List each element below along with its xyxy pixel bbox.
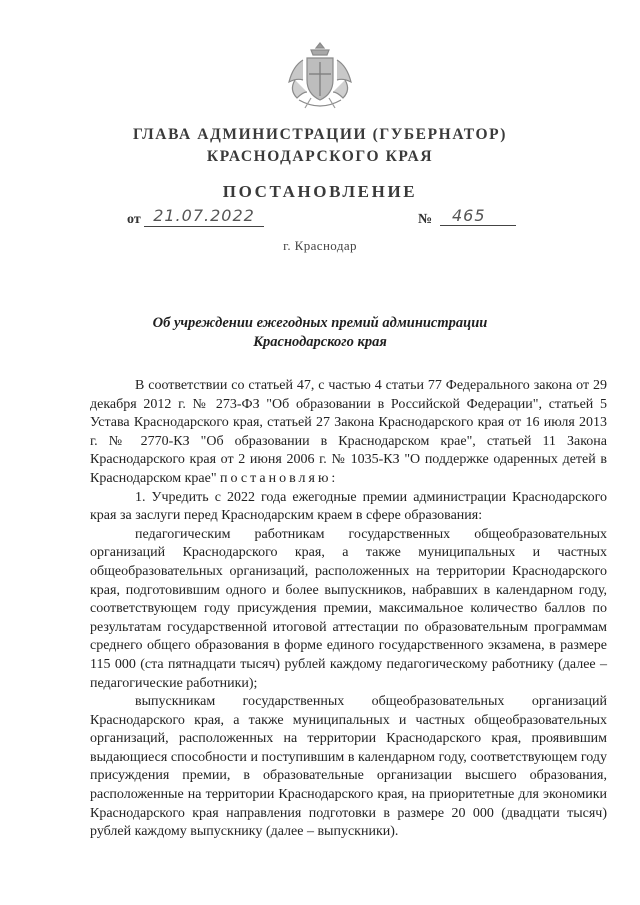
date-label: от (127, 212, 141, 227)
document-type: ПОСТАНОВЛЕНИЕ (222, 182, 418, 201)
title-line2: Краснодарского края (253, 334, 387, 350)
graduates-paragraph: выпускникам государственных общеобразовательных организаций Краснодарского края, а также муниципальных и частных общеобразовательных организаций, расположенных на территории Краснодарского края, проявившим выдающиеся способности и поступившим в календарном году, соответствующем году присуждения премии, в образовательные организации высшего образования, расположенные на территории Краснодарского края, на приоритетные для экономики Краснодарского края направления подготовки в размере 20 000 (двадцати тысяч) рублей каждому выпускнику (далее – выпускники). (90, 694, 607, 840)
date-value: 21.07.2022 (144, 206, 264, 227)
preamble-paragraph (90, 377, 607, 489)
decree-word: постановляю: (220, 470, 339, 486)
document-title (0, 314, 640, 352)
title-line1: Об учреждении ежегодных премий администрации (152, 315, 488, 331)
teachers-paragraph: педагогическим работникам государственных общеобразовательных организаций Краснодарского края, а также муниципальных и частных общеобразовательных организаций, расположенных на территории Краснодарского края, подготовившим одного и более выпускников, набравших в календарном году, соответствующем году присуждения премии, максимальное количество баллов по результатам государственной итоговой аттестации по образовательным программам среднего общего образования в форме единого государственного экзамена, в размере 115 000 (ста пятнадцати тысяч) рублей каждому педагогическому работнику (далее – педагогические работники); (90, 526, 607, 691)
number-label: № (418, 212, 433, 227)
document-body (90, 377, 607, 842)
number-value: 465 (440, 206, 516, 226)
preamble-text: В соответствии со статьей 47, с частью 4 статьи 77 Федерального закона от 29 декабря 2012 г. № 273-ФЗ "Об образовании в Российской Федерации", статьей 5 Устава Краснодарского края, статьей 27 Закона Краснодарского края от 16 июля 2013 г. № 2770-КЗ "Об образовании в Краснодарском крае", статьей 11 Закона Краснодарского края от 2 июня 2006 г. № 1035-КЗ "О поддержке одаренных детей в Краснодарском крае" (90, 378, 607, 486)
coat-of-arms-emblem (281, 40, 359, 112)
city: г. Краснодар (283, 238, 357, 253)
authority-title-line2: КРАСНОДАРСКОГО КРАЯ (206, 148, 434, 165)
clause-1-paragraph: 1. Учредить с 2022 года ежегодные премии администрации Краснодарского края за заслуги перед Краснодарским краем в сфере образования: (90, 489, 607, 524)
authority-title-line1: ГЛАВА АДМИНИСТРАЦИИ (ГУБЕРНАТОР) (133, 126, 507, 143)
